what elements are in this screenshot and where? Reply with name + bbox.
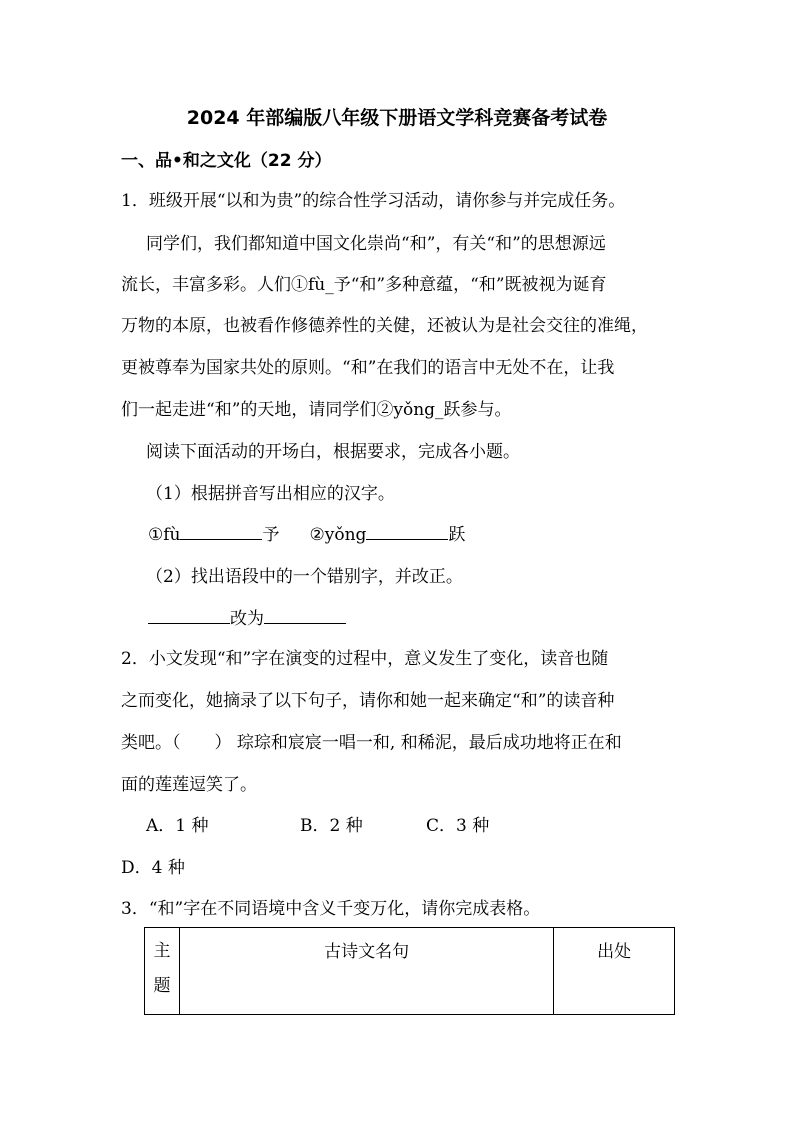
instruction-text: 阅读下面活动的开场白，根据要求，完成各小题。 <box>146 442 520 462</box>
table-header-row <box>145 928 675 1015</box>
question-2-line: 面的莲莲逗笑了。 <box>121 775 257 795</box>
pinyin-fu-suffix: 予 <box>262 525 280 545</box>
answer-blank-fu[interactable] <box>180 523 262 540</box>
page-title: 2024 年部编版八年级下册语文学科竞赛备考试卷 <box>186 107 608 129</box>
option-a[interactable]: A．1 种 <box>146 816 209 836</box>
pinyin-answer-row <box>148 523 465 547</box>
paragraph-line: 更被尊奉为国家共处的原则。“和”在我们的语言中无处不在，让我 <box>121 358 615 378</box>
answer-table <box>144 927 675 1015</box>
pinyin-fu-label: ①fù <box>148 525 181 545</box>
question-1-stem: 1．班级开展“以和为贵”的综合性学习活动，请你参与并完成任务。 <box>121 191 626 211</box>
option-b[interactable]: B．2 种 <box>300 816 363 836</box>
correction-label: 改为 <box>230 609 264 629</box>
answer-blank-yong[interactable] <box>366 523 448 540</box>
pinyin-yong-label: ②yǒng <box>309 525 367 545</box>
sub-question-1: （1）根据拼音写出相应的汉字。 <box>146 484 395 504</box>
option-d[interactable]: D．4 种 <box>121 858 185 878</box>
pinyin-yong-suffix: 跃 <box>448 525 466 545</box>
paragraph-line: 们一起走进“和”的天地，请同学们②yǒng_跃参与。 <box>121 400 512 420</box>
question-2-line: 之而变化，她摘录了以下句子，请你和她一起来确定“和”的读音种 <box>121 691 615 711</box>
question-2-line: 2．小文发现“和”字在演变的过程中，意义发生了变化，读音也随 <box>121 649 609 669</box>
paragraph-line: 万物的本原，也被看作修德养性的关健，还被认为是社会交往的准绳， <box>121 316 648 336</box>
section-heading: 一、品•和之文化（22 分） <box>121 151 332 171</box>
question-3-stem: 3．“和”字在不同语境中含义千变万化，请你完成表格。 <box>121 899 541 919</box>
option-c[interactable]: C．3 种 <box>426 816 490 836</box>
header-source: 出处 <box>554 928 675 1015</box>
answer-blank-correct-char[interactable] <box>264 607 346 624</box>
paragraph-line: 流长，丰富多彩。人们①fù_予“和”多种意蕴，“和”既被视为诞育 <box>121 275 607 295</box>
typo-correction-row <box>148 607 346 631</box>
answer-blank-wrong-char[interactable] <box>148 607 230 624</box>
question-2-line: 类吧。（ ） 琮琮和宸宸一唱一和, 和稀泥，最后成功地将正在和 <box>121 733 622 753</box>
header-theme: 主 题 <box>145 928 180 1015</box>
paragraph-line: 同学们，我们都知道中国文化崇尚“和”，有关“和”的思想源远 <box>146 234 606 254</box>
sub-question-2: （2）找出语段中的一个错别字，并改正。 <box>146 567 463 587</box>
header-sentence: 古诗文名句 <box>179 928 553 1015</box>
